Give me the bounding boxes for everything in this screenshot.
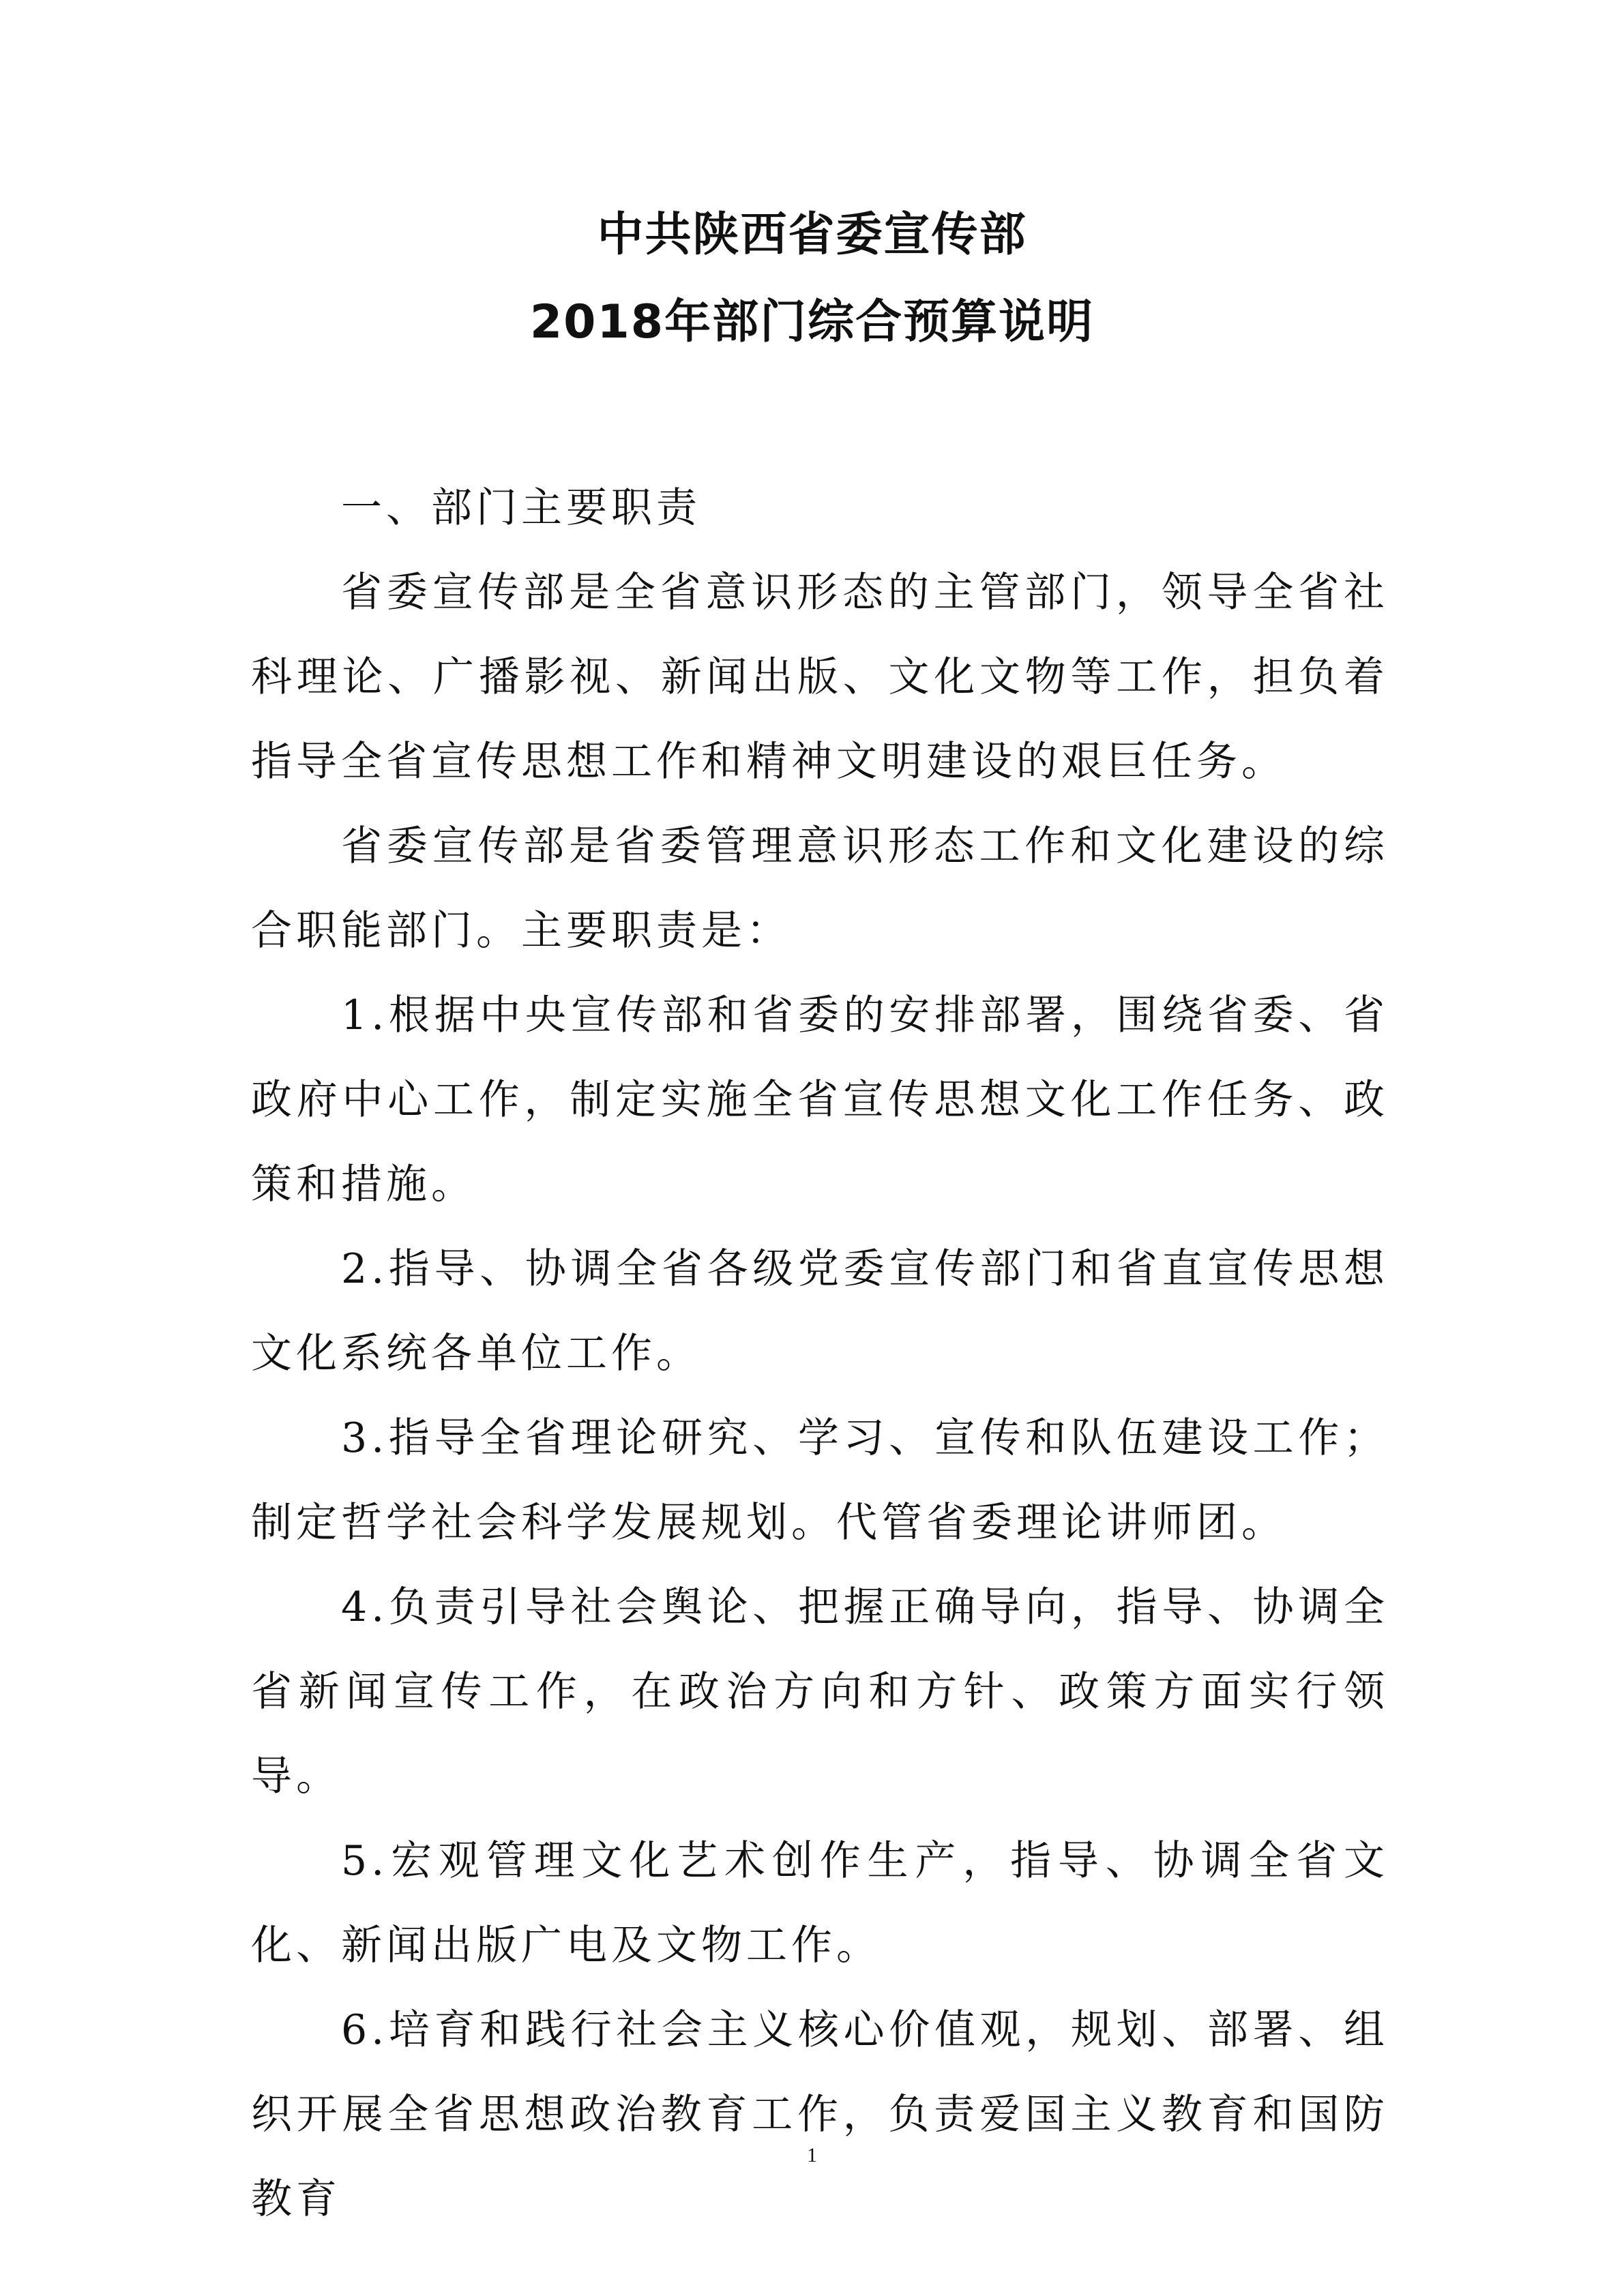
document-title-line1: 中共陕西省委宣传部	[597, 208, 1027, 262]
page-number: 1	[807, 2144, 817, 2166]
paragraph-department-overview: 省委宣传部是全省意识形态的主管部门，领导全省社科理论、广播影视、新闻出版、文化文物等工作，担负着指导全省宣传思想工作和精神文明建设的艰巨任务。	[251, 569, 1389, 786]
paragraph-duties-intro: 省委宣传部是省委管理意识形态工作和文化建设的综合职能部门。主要职责是：	[251, 822, 1389, 955]
document-title-line2: 2018年部门综合预算说明	[529, 295, 1095, 349]
duty-item-1: 1.根据中央宣传部和省委的安排部署，围绕省委、省政府中心工作，制定实施全省宣传思想文化工作任务、政策和措施。	[251, 992, 1389, 1208]
section-heading-main-duties: 一、部门主要职责	[341, 484, 701, 532]
duty-item-2: 2.指导、协调全省各级党委宣传部门和省直宣传思想文化系统各单位工作。	[251, 1245, 1389, 1377]
duty-item-6: 6.培育和践行社会主义核心价值观，规划、部署、组织开展全省思想政治教育工作，负责爱国主义教育和国防教育	[251, 2006, 1389, 2223]
document-body	[251, 466, 1389, 2241]
duty-item-4: 4.负责引导社会舆论、把握正确导向，指导、协调全省新闻宣传工作，在政治方向和方针、政策方面实行领导。	[251, 1583, 1389, 1800]
duty-item-3: 3.指导全省理论研究、学习、宣传和队伍建设工作；制定哲学社会科学发展规划。代管省委理论讲师团。	[251, 1414, 1389, 1547]
duty-item-5: 5.宏观管理文化艺术创作生产，指导、协调全省文化、新闻出版广电及文物工作。	[251, 1837, 1389, 1969]
